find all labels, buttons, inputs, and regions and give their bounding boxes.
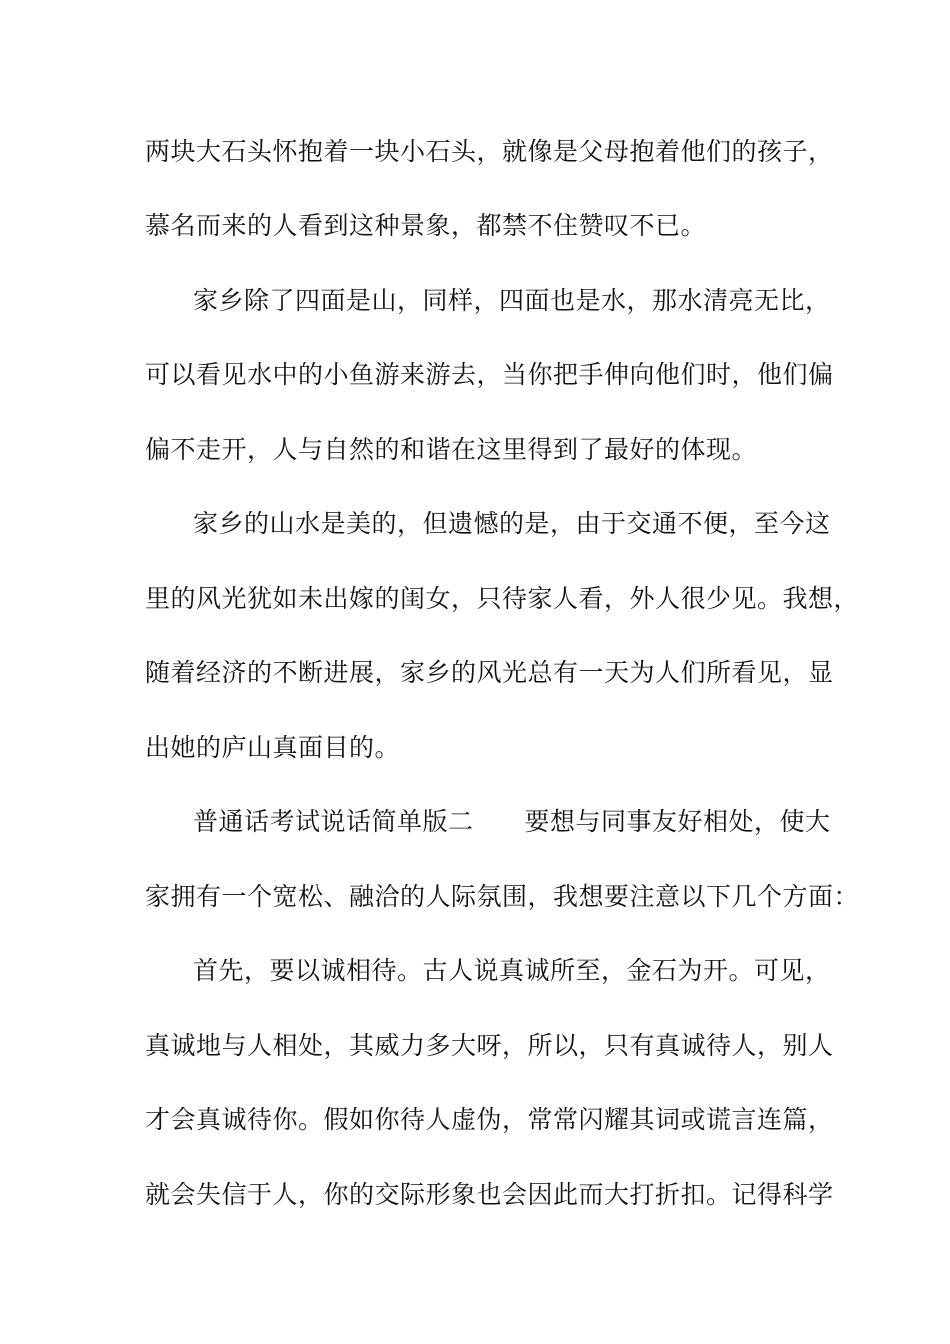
paragraph-start-line: 家乡除了四面是山，同样，四面也是水，那水清亮无比， (193, 286, 831, 315)
text-line: 家拥有一个宽松、融洽的人际氛围，我想要注意以下几个方面： (145, 882, 860, 911)
text-line: 真诚地与人相处，其威力多大呀，所以，只有真诚待人，别人 (145, 1031, 834, 1060)
text-line: 里的风光犹如未出嫁的闺女，只待家人看，外人很少见。我想， (145, 584, 860, 613)
paragraph-start-line: 家乡的山水是美的，但遗憾的是，由于交通不便，至今这 (193, 509, 831, 538)
text-line: 可以看见水中的小鱼游来游去，当你把手伸向他们时，他们偏 (145, 360, 834, 389)
text-line: 随着经济的不断进展，家乡的风光总有一天为人们所看见，显 (145, 658, 834, 687)
text-line: 就会失信于人，你的交际形象也会因此而大打折扣。记得科学 (145, 1180, 834, 1209)
text-line: 慕名而来的人看到这种景象，都禁不住赞叹不已。 (145, 211, 707, 240)
text-line: 偏不走开，人与自然的和谐在这里得到了最好的体现。 (145, 435, 758, 464)
paragraph-start-line: 普通话考试说话简单版二 要想与同事友好相处，使大 (193, 807, 831, 836)
text-line: 才会真诚待你。假如你待人虚伪，常常闪耀其词或谎言连篇， (145, 1105, 834, 1134)
paragraph-start-line: 首先，要以诚相待。古人说真诚所至，金石为开。可见， (193, 956, 831, 985)
text-line: 出她的庐山真面目的。 (145, 733, 401, 762)
text-line: 两块大石头怀抱着一块小石头，就像是父母抱着他们的孩子， (145, 137, 834, 166)
